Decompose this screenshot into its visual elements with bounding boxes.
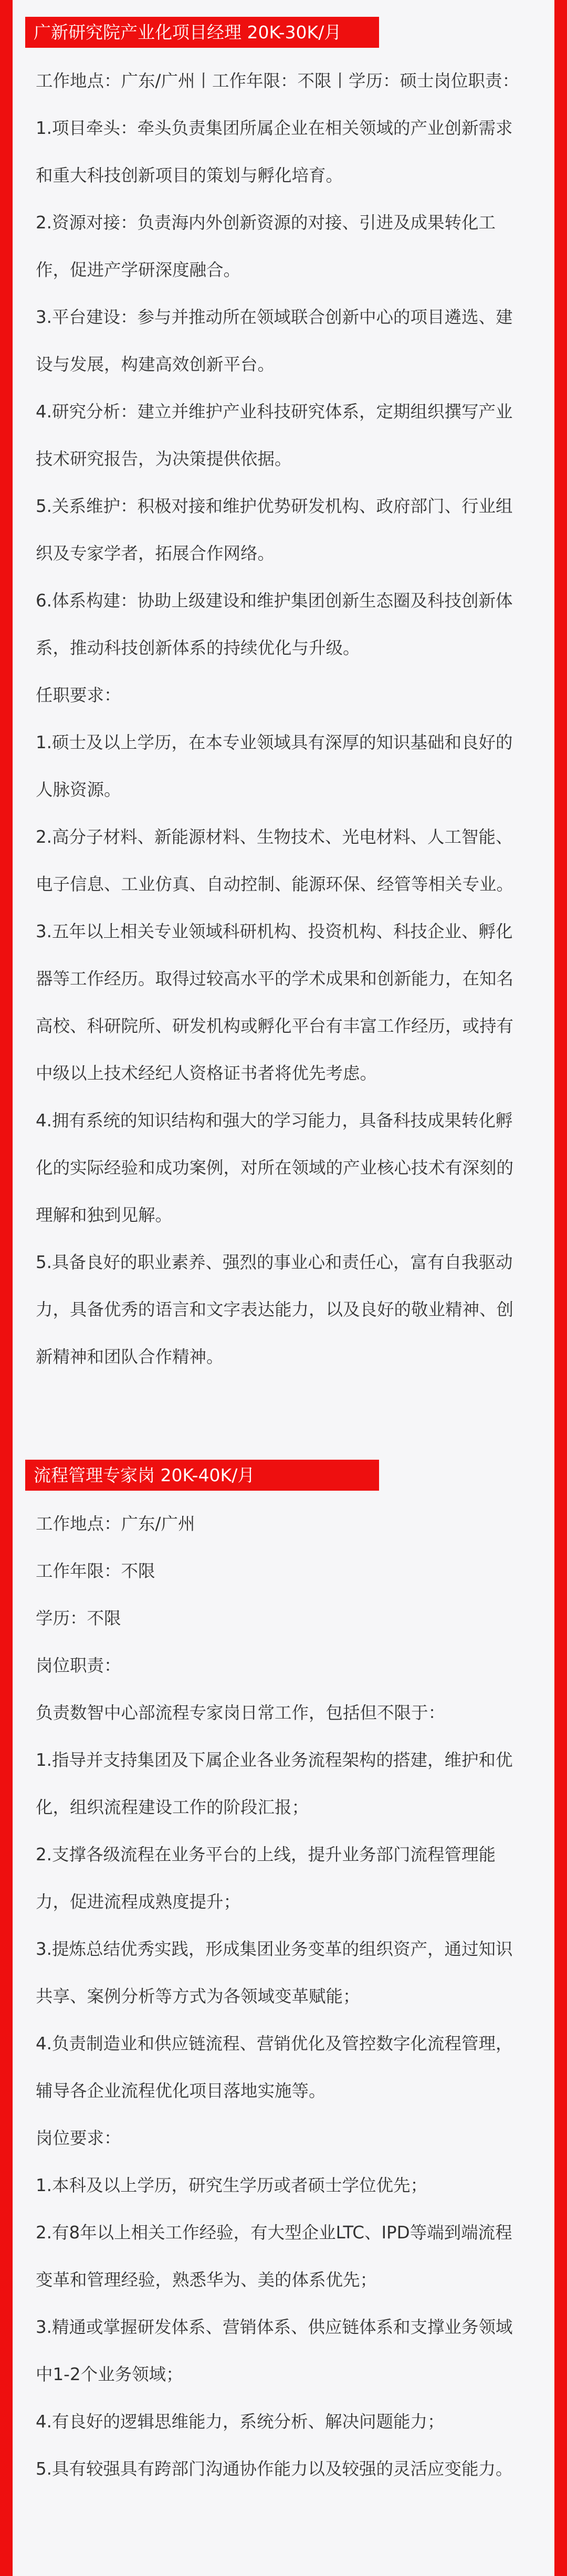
job-2-line: 辅导各企业流程优化项目落地实施等。 [36, 2081, 326, 2101]
job-1-requirements-heading: 任职要求： [36, 685, 121, 705]
job-1-line: 5.关系维护：积极对接和维护优势研发机构、政府部门、行业组 [36, 496, 513, 516]
job-2-line: 1.指导并支持集团及下属企业各业务流程架构的搭建，维护和优 [36, 1750, 513, 1770]
job-2-line: 变革和管理经验，熟悉华为、美的体系优先； [36, 2270, 377, 2290]
job-1-line: 系，推动科技创新体系的持续优化与升级。 [36, 638, 360, 658]
job-2-line: 学历：不限 [36, 1608, 121, 1628]
job-1-line: 人脉资源。 [36, 780, 121, 800]
job-2-line: 2.有8年以上相关工作经验，有大型企业LTC、IPD等端到端流程 [36, 2223, 512, 2243]
job-1-line: 技术研究报告，为决策提供依据。 [36, 449, 292, 469]
job-title-1: 广新研究院产业化项目经理 20K-30K/月 [25, 17, 379, 48]
job-2-line: 共享、案例分析等方式为各领域变革赋能； [36, 1986, 360, 2006]
job-1-line: 1.硕士及以上学历，在本专业领域具有深厚的知识基础和良好的 [36, 732, 513, 752]
job-1-line: 高校、科研院所、研发机构或孵化平台有丰富工作经历，或持有 [36, 1016, 514, 1036]
job-1-line: 3.平台建设：参与并推动所在领域联合创新中心的项目遴选、建 [36, 307, 513, 327]
job-1-line: 2.高分子材料、新能源材料、生物技术、光电材料、人工智能、 [36, 827, 513, 847]
job-2-requirements-heading: 岗位要求： [36, 2128, 121, 2148]
job-1-line: 新精神和团队合作精神。 [36, 1347, 224, 1367]
job-description-2 [25, 1500, 554, 2493]
job-2-line: 工作年限：不限 [36, 1561, 155, 1581]
job-1-line: 和重大科技创新项目的策划与孵化培育。 [36, 165, 343, 185]
job-2-line: 化，组织流程建设工作的阶段汇报； [36, 1797, 309, 1817]
job-1-line: 工作地点：广东/广州丨工作年限：不限丨学历：硕士岗位职责： [36, 71, 519, 91]
job-2-duties-heading: 岗位职责： [36, 1656, 121, 1676]
job-2-line: 1.本科及以上学历，研究生学历或者硕士学位优先； [36, 2175, 428, 2195]
job-1-line: 1.项目牵头：牵头负责集团所属企业在相关领域的产业创新需求 [36, 118, 513, 138]
job-1-line: 化的实际经验和成功案例，对所在领域的产业核心技术有深刻的 [36, 1158, 514, 1178]
job-2-line: 中1-2个业务领域； [36, 2364, 183, 2384]
job-1-line: 电子信息、工业仿真、自动控制、能源环保、经管等相关专业。 [36, 874, 514, 894]
job-1-line: 6.体系构建：协助上级建设和维护集团创新生态圈及科技创新体 [36, 591, 513, 611]
job-1-line: 中级以上技术经纪人资格证书者将优先考虑。 [36, 1063, 377, 1083]
job-1-line: 设与发展，构建高效创新平台。 [36, 354, 275, 374]
job-2-line: 5.具有较强具有跨部门沟通协作能力以及较强的灵活应变能力。 [36, 2459, 513, 2479]
job-2-line: 负责数智中心部流程专家岗日常工作，包括但不限于： [36, 1703, 446, 1723]
job-1-line: 2.资源对接：负责海内外创新资源的对接、引进及成果转化工 [36, 213, 496, 233]
job-1-line: 力，具备优秀的语言和文字表达能力，以及良好的敬业精神、创 [36, 1300, 514, 1320]
job-2-line: 力，促进流程成熟度提升； [36, 1892, 241, 1912]
job-1-line: 4.拥有系统的知识结构和强大的学习能力，具备科技成果转化孵 [36, 1111, 513, 1130]
job-1-line: 理解和独到见解。 [36, 1205, 173, 1225]
job-section-2 [25, 1460, 554, 2493]
job-description-1 [25, 57, 554, 1380]
job-1-line: 4.研究分析：建立并维护产业科技研究体系，定期组织撰写产业 [36, 402, 513, 422]
job-2-line: 4.有良好的逻辑思维能力，系统分析、解决问题能力； [36, 2412, 445, 2432]
job-2-line: 工作地点：广东/广州 [36, 1514, 195, 1534]
job-2-line: 4.负责制造业和供应链流程、营销优化及管控数字化流程管理， [36, 2034, 513, 2054]
job-1-line: 织及专家学者，拓展合作网络。 [36, 543, 275, 563]
job-1-line: 3.五年以上相关专业领域科研机构、投资机构、科技企业、孵化 [36, 922, 513, 941]
job-2-line: 2.支撑各级流程在业务平台的上线，提升业务部门流程管理能 [36, 1845, 496, 1865]
job-1-line: 器等工作经历。取得过较高水平的学术成果和创新能力，在知名 [36, 969, 514, 989]
job-1-line: 5.具备良好的职业素养、强烈的事业心和责任心，富有自我驱动 [36, 1252, 513, 1272]
job-2-line: 3.精通或掌握研发体系、营销体系、供应链体系和支撑业务领域 [36, 2317, 513, 2337]
job-1-line: 作，促进产学研深度融合。 [36, 260, 241, 280]
job-2-line: 3.提炼总结优秀实践，形成集团业务变革的组织资产，通过知识 [36, 1939, 513, 1959]
job-title-2: 流程管理专家岗 20K-40K/月 [25, 1460, 379, 1491]
job-section-1 [25, 17, 554, 1380]
